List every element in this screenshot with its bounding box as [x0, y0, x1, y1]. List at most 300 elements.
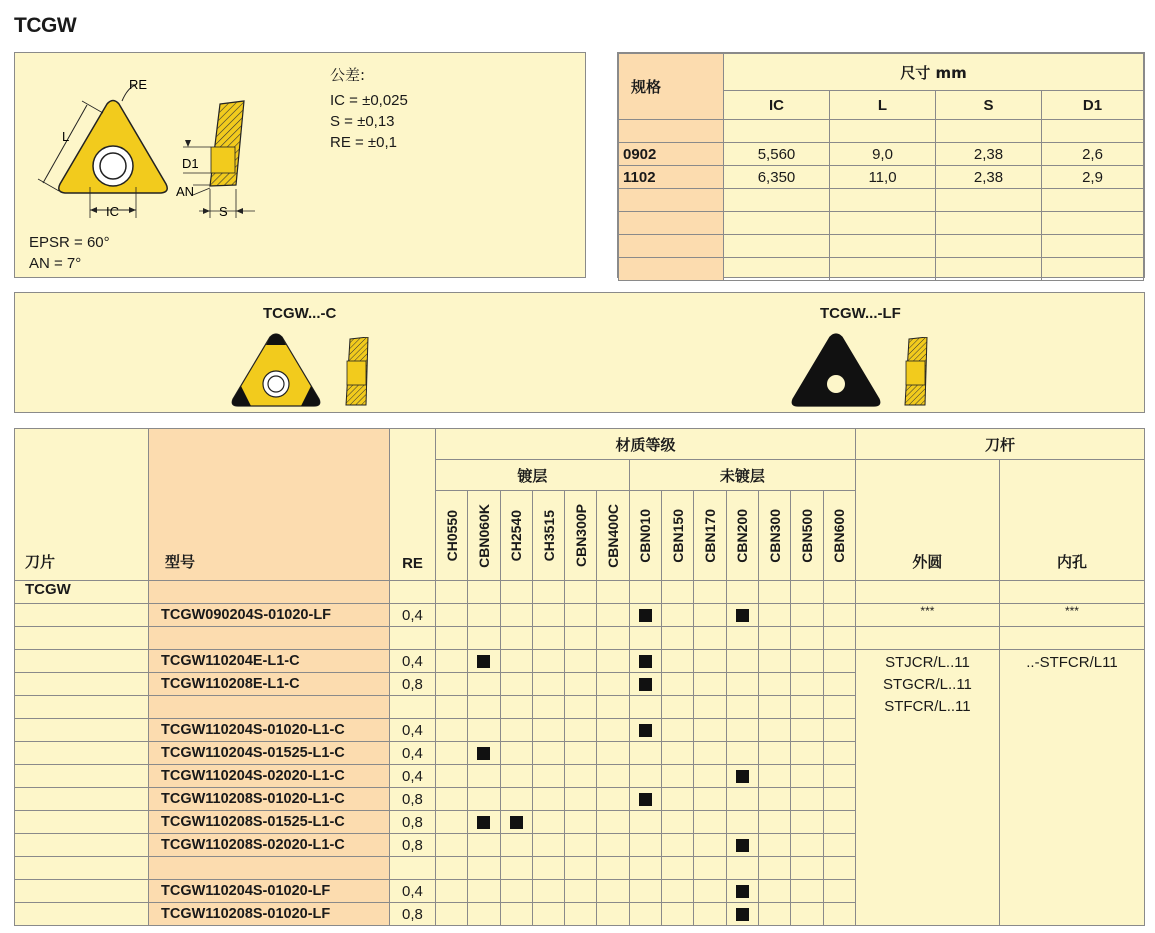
grade-cell — [468, 788, 500, 811]
ic-label: IC — [106, 204, 119, 219]
variant-lf-side-icon — [903, 337, 933, 409]
grade-label: CBN150 — [669, 508, 686, 563]
grade-cell — [694, 811, 726, 834]
grade-cell — [694, 696, 726, 719]
holder-label: STFCR/L..11 — [884, 698, 971, 715]
grade-cell — [791, 650, 823, 673]
grade-cell — [500, 742, 532, 765]
grade-cell — [726, 696, 758, 719]
grade-cell — [436, 581, 468, 604]
tolerance-heading: 公差: — [330, 66, 366, 84]
tolerance-re: RE = ±0,1 — [330, 134, 398, 151]
grade-cell — [758, 696, 790, 719]
epsr-value: EPSR = 60° — [29, 234, 110, 251]
grade-cell — [629, 880, 661, 903]
grade-cell — [468, 604, 500, 627]
availability-mark — [736, 770, 749, 783]
grade-cell — [629, 673, 661, 696]
grade-cell — [597, 719, 629, 742]
grade-cell — [726, 719, 758, 742]
grade-cell — [629, 627, 661, 650]
grade-header — [597, 491, 629, 581]
internal-holder-cell: ..-STFCR/L11 — [999, 650, 1144, 926]
grade-cell — [726, 903, 758, 926]
grade-cell — [758, 604, 790, 627]
grade-cell — [436, 650, 468, 673]
re-header: RE — [390, 429, 436, 581]
grade-cell — [468, 811, 500, 834]
dimension-row: 1102 6,350 11,0 2,38 2,9 — [619, 166, 1144, 189]
grade-cell — [758, 765, 790, 788]
grade-cell — [597, 765, 629, 788]
table-row — [15, 627, 1145, 650]
grade-cell — [791, 788, 823, 811]
grade-cell — [532, 673, 564, 696]
grade-cell — [468, 834, 500, 857]
grade-cell — [532, 696, 564, 719]
grade-cell — [629, 604, 661, 627]
grade-cell — [758, 788, 790, 811]
grade-cell — [823, 581, 855, 604]
re-cell: 0,4 — [390, 650, 436, 673]
grade-cell — [726, 742, 758, 765]
grade-cell — [436, 627, 468, 650]
grade-cell — [629, 811, 661, 834]
grade-cell — [468, 742, 500, 765]
grade-cell — [500, 581, 532, 604]
grade-label: CH2540 — [508, 509, 525, 562]
internal-header: 内孔 — [999, 460, 1144, 581]
grade-header — [662, 491, 694, 581]
insert-grid — [14, 428, 1145, 924]
grade-cell — [662, 834, 694, 857]
grade-cell — [791, 604, 823, 627]
page-title: TCGW — [14, 14, 77, 37]
grade-cell — [597, 857, 629, 880]
grade-cell — [597, 581, 629, 604]
d1-label: D1 — [182, 156, 199, 171]
grade-cell — [436, 811, 468, 834]
re-cell: 0,4 — [390, 880, 436, 903]
grade-cell — [726, 788, 758, 811]
grade-cell — [662, 581, 694, 604]
grade-cell — [791, 696, 823, 719]
grade-header — [436, 491, 468, 581]
grade-cell — [500, 719, 532, 742]
grade-header — [694, 491, 726, 581]
grade-cell — [726, 857, 758, 880]
grade-cell — [629, 719, 661, 742]
grade-cell — [823, 880, 855, 903]
grade-cell — [436, 880, 468, 903]
grade-cell — [500, 811, 532, 834]
grade-cell — [758, 581, 790, 604]
availability-mark — [639, 609, 652, 622]
grade-cell — [565, 811, 597, 834]
grade-cell — [500, 627, 532, 650]
spec-header: 规格 — [619, 54, 724, 120]
grade-cell — [758, 903, 790, 926]
grade-cell — [436, 604, 468, 627]
grade-cell — [791, 880, 823, 903]
variant-c-insert-icon — [228, 331, 328, 411]
re-cell: 0,8 — [390, 788, 436, 811]
grade-cell — [532, 742, 564, 765]
model-header: 型号 — [149, 429, 390, 581]
model-cell: TCGW110208S-01020-LF — [149, 903, 390, 926]
grade-cell — [758, 719, 790, 742]
coated-header: 镀层 — [436, 460, 630, 491]
re-cell: 0,4 — [390, 604, 436, 627]
grade-cell — [468, 673, 500, 696]
grade-cell — [823, 650, 855, 673]
grade-cell — [436, 788, 468, 811]
grade-cell — [694, 903, 726, 926]
grade-cell — [694, 581, 726, 604]
grade-cell — [694, 742, 726, 765]
grade-cell — [823, 604, 855, 627]
grade-cell — [662, 903, 694, 926]
grade-cell — [823, 673, 855, 696]
re-cell: 0,8 — [390, 834, 436, 857]
grade-cell — [532, 903, 564, 926]
tolerance-ic: IC = ±0,025 — [330, 92, 408, 109]
variant-lf-title: TCGW...-LF — [820, 305, 901, 322]
col-ic: IC — [724, 91, 830, 120]
grade-cell — [823, 742, 855, 765]
grade-cell — [500, 673, 532, 696]
grade-cell — [791, 627, 823, 650]
grade-cell — [500, 604, 532, 627]
grade-cell — [500, 696, 532, 719]
grade-cell — [436, 857, 468, 880]
material-grade-header: 材质等级 — [436, 429, 856, 460]
variants-panel — [14, 292, 1145, 413]
table-row — [15, 581, 1145, 604]
grade-cell — [597, 880, 629, 903]
grade-cell — [500, 788, 532, 811]
grade-cell — [597, 788, 629, 811]
col-d1: D1 — [1042, 91, 1144, 120]
re-cell: 0,8 — [390, 673, 436, 696]
grade-cell — [597, 650, 629, 673]
grade-cell — [629, 742, 661, 765]
grade-cell — [436, 696, 468, 719]
grade-cell — [468, 765, 500, 788]
grade-cell — [468, 719, 500, 742]
grade-cell — [500, 903, 532, 926]
grade-header — [758, 491, 790, 581]
grade-cell — [565, 765, 597, 788]
grade-cell — [662, 719, 694, 742]
grade-cell — [500, 765, 532, 788]
grade-cell — [597, 811, 629, 834]
family-label: TCGW — [15, 581, 149, 604]
availability-mark — [736, 609, 749, 622]
grade-label: CH0550 — [443, 509, 460, 562]
grade-cell — [823, 719, 855, 742]
grade-cell — [823, 834, 855, 857]
grade-cell — [597, 742, 629, 765]
grade-cell — [758, 834, 790, 857]
grade-cell — [629, 696, 661, 719]
grade-cell — [694, 857, 726, 880]
grade-cell — [758, 627, 790, 650]
grade-cell — [500, 857, 532, 880]
grade-cell — [436, 719, 468, 742]
holder-label: STGCR/L..11 — [882, 676, 972, 693]
grade-cell — [823, 857, 855, 880]
grade-cell — [662, 857, 694, 880]
grade-cell — [597, 627, 629, 650]
grade-cell — [500, 650, 532, 673]
grade-cell — [791, 673, 823, 696]
grade-cell — [791, 857, 823, 880]
grade-cell — [532, 604, 564, 627]
internal-holder-cell: *** — [999, 604, 1144, 627]
holder-header: 刀杆 — [855, 429, 1144, 460]
grade-label: CBN600 — [831, 508, 848, 563]
grade-cell — [436, 903, 468, 926]
grade-cell — [629, 857, 661, 880]
grade-cell — [823, 627, 855, 650]
l-label: L — [62, 129, 70, 144]
grade-cell — [694, 604, 726, 627]
availability-mark — [736, 885, 749, 898]
grade-cell — [758, 742, 790, 765]
dimension-table — [617, 52, 1145, 278]
re-cell: 0,4 — [390, 765, 436, 788]
grade-header — [532, 491, 564, 581]
grade-cell — [694, 627, 726, 650]
grade-cell — [726, 811, 758, 834]
grade-header — [726, 491, 758, 581]
grade-cell — [468, 650, 500, 673]
grade-cell — [565, 719, 597, 742]
grade-cell — [726, 604, 758, 627]
grade-cell — [662, 788, 694, 811]
grade-cell — [565, 903, 597, 926]
grade-cell — [565, 627, 597, 650]
grade-label: CBN500 — [798, 508, 815, 563]
grade-cell — [532, 834, 564, 857]
availability-mark — [477, 747, 490, 760]
grade-cell — [791, 742, 823, 765]
grade-label: CBN060K — [475, 503, 492, 568]
availability-mark — [510, 816, 523, 829]
grade-cell — [629, 765, 661, 788]
external-holder-cell — [855, 650, 999, 926]
grade-cell — [791, 903, 823, 926]
grade-header — [468, 491, 500, 581]
insert-diagram — [25, 73, 325, 243]
availability-mark — [477, 655, 490, 668]
col-s: S — [936, 91, 1042, 120]
grade-cell — [662, 742, 694, 765]
grade-cell — [823, 696, 855, 719]
model-cell: TCGW110204E-L1-C — [149, 650, 390, 673]
tolerance-s: S = ±0,13 — [330, 113, 395, 130]
availability-mark — [477, 816, 490, 829]
grade-cell — [436, 742, 468, 765]
grade-header — [823, 491, 855, 581]
grade-cell — [500, 880, 532, 903]
grade-cell — [758, 673, 790, 696]
grade-cell — [565, 673, 597, 696]
grade-cell — [662, 880, 694, 903]
grade-cell — [468, 627, 500, 650]
grade-cell — [662, 811, 694, 834]
grade-cell — [726, 673, 758, 696]
grade-header — [791, 491, 823, 581]
insert-header: 刀片 — [15, 429, 149, 581]
grade-label: CBN010 — [637, 508, 654, 563]
grade-header — [629, 491, 661, 581]
grade-cell — [436, 673, 468, 696]
model-cell: TCGW090204S-01020-LF — [149, 604, 390, 627]
grade-cell — [694, 650, 726, 673]
external-holder-cell: *** — [855, 604, 999, 627]
grade-cell — [726, 627, 758, 650]
grade-cell — [662, 696, 694, 719]
variant-c-side-icon — [344, 337, 374, 409]
grade-label: CH3515 — [540, 509, 557, 562]
availability-mark — [736, 908, 749, 921]
holder-label: STJCR/L..11 — [885, 654, 970, 671]
grade-cell — [468, 880, 500, 903]
availability-mark — [639, 655, 652, 668]
grade-cell — [662, 673, 694, 696]
dimension-group-header: 尺寸 mm — [724, 54, 1144, 91]
grade-cell — [565, 742, 597, 765]
grade-cell — [694, 673, 726, 696]
model-cell: TCGW110204S-01525-L1-C — [149, 742, 390, 765]
re-cell: 0,8 — [390, 903, 436, 926]
grade-cell — [468, 696, 500, 719]
grade-cell — [597, 903, 629, 926]
variant-c-title: TCGW...-C — [263, 305, 337, 322]
grade-cell — [532, 627, 564, 650]
model-cell: TCGW110204S-01020-L1-C — [149, 719, 390, 742]
re-cell: 0,4 — [390, 742, 436, 765]
grade-cell — [565, 650, 597, 673]
grade-label: CBN300P — [572, 503, 589, 568]
grade-cell — [758, 811, 790, 834]
grade-cell — [500, 834, 532, 857]
grade-cell — [565, 581, 597, 604]
availability-mark — [639, 678, 652, 691]
grade-label: CBN170 — [702, 508, 719, 563]
tolerance-panel — [14, 52, 586, 278]
grade-cell — [436, 765, 468, 788]
grade-cell — [726, 650, 758, 673]
grade-cell — [629, 788, 661, 811]
grade-cell — [532, 857, 564, 880]
grade-cell — [565, 834, 597, 857]
grade-cell — [662, 627, 694, 650]
grade-cell — [791, 811, 823, 834]
grade-cell — [662, 765, 694, 788]
grade-cell — [823, 788, 855, 811]
external-header: 外圆 — [855, 460, 999, 581]
grade-cell — [597, 834, 629, 857]
grade-cell — [532, 581, 564, 604]
grade-cell — [791, 581, 823, 604]
grade-cell — [468, 903, 500, 926]
grade-cell — [758, 880, 790, 903]
grade-cell — [532, 880, 564, 903]
re-cell: 0,4 — [390, 719, 436, 742]
model-cell: TCGW110204S-02020-L1-C — [149, 765, 390, 788]
grade-cell — [532, 811, 564, 834]
grade-header — [500, 491, 532, 581]
grade-cell — [565, 696, 597, 719]
grade-cell — [629, 834, 661, 857]
grade-cell — [565, 788, 597, 811]
grade-cell — [629, 903, 661, 926]
uncoated-header: 未镀层 — [629, 460, 855, 491]
re-cell: 0,8 — [390, 811, 436, 834]
grade-cell — [662, 650, 694, 673]
grade-header — [565, 491, 597, 581]
grade-cell — [597, 696, 629, 719]
grade-cell — [694, 788, 726, 811]
model-cell: TCGW110208S-02020-L1-C — [149, 834, 390, 857]
grade-cell — [726, 765, 758, 788]
grade-cell — [532, 788, 564, 811]
model-cell: TCGW110208E-L1-C — [149, 673, 390, 696]
grade-cell — [532, 650, 564, 673]
table-row — [15, 650, 1145, 673]
an-value: AN = 7° — [29, 255, 82, 272]
grade-label: CBN200 — [734, 508, 751, 563]
grade-cell — [694, 880, 726, 903]
grade-cell — [629, 650, 661, 673]
grade-cell — [823, 765, 855, 788]
grade-cell — [597, 673, 629, 696]
grade-cell — [662, 604, 694, 627]
grade-cell — [791, 765, 823, 788]
an-label: AN — [176, 184, 195, 199]
grade-cell — [565, 880, 597, 903]
grade-cell — [791, 834, 823, 857]
table-row — [15, 604, 1145, 627]
grade-cell — [565, 857, 597, 880]
grade-cell — [823, 811, 855, 834]
model-cell: TCGW110208S-01525-L1-C — [149, 811, 390, 834]
grade-label: CBN300 — [766, 508, 783, 563]
model-cell: TCGW110204S-01020-LF — [149, 880, 390, 903]
grade-cell — [726, 834, 758, 857]
grade-cell — [758, 857, 790, 880]
grade-cell — [597, 604, 629, 627]
availability-mark — [639, 793, 652, 806]
grade-cell — [758, 650, 790, 673]
model-cell: TCGW110208S-01020-L1-C — [149, 788, 390, 811]
grade-cell — [565, 604, 597, 627]
grade-cell — [532, 719, 564, 742]
grade-cell — [532, 765, 564, 788]
grade-cell — [694, 765, 726, 788]
grade-cell — [726, 581, 758, 604]
availability-mark — [639, 724, 652, 737]
grade-cell — [823, 903, 855, 926]
grade-cell — [436, 834, 468, 857]
grade-label: CBN400C — [605, 503, 622, 568]
availability-mark — [736, 839, 749, 852]
grade-cell — [468, 581, 500, 604]
variant-lf-insert-icon — [788, 331, 888, 411]
